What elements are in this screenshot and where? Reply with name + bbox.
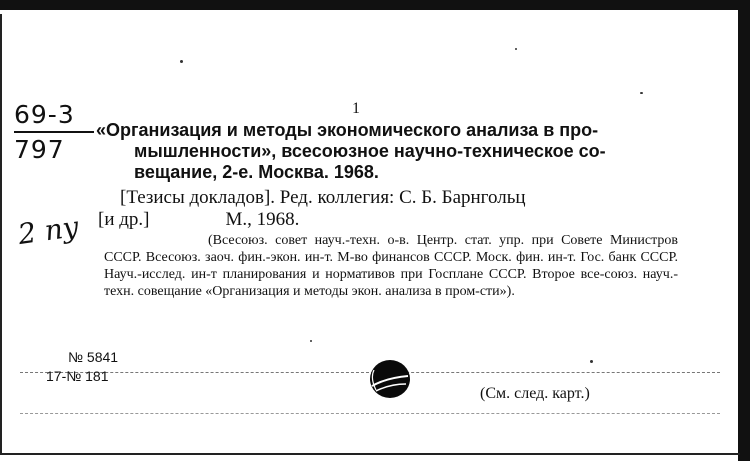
title-line: «Организация и методы экономического анализа в про- xyxy=(96,120,599,140)
title-line: вещание, 2-е. Москва. 1968. xyxy=(134,162,379,182)
scan-speck xyxy=(640,92,643,94)
record-title xyxy=(96,120,686,183)
handwritten-note: 2 пу xyxy=(16,209,81,252)
record-meta-line1: [Тезисы докладов]. Ред. коллегия: С. Б. Барнгольц xyxy=(120,187,526,208)
scan-border-right xyxy=(738,0,750,461)
notes-text: (Всесоюз. совет науч.-техн. о-в. Центр. стат. упр. при Совете Министров СССР. Всесоюз. заоч. фин.-экон. ин-т. М-во финансов СССР. Моск. фин. ин-т. Гос. банк СССР. Науч.-исслед. ин-т планирования и нормативов при Госплане СССР. Второе все-союз. науч.-техн. совещание «Организация и методы экон. анализа в пром-сти»). xyxy=(104,233,678,299)
record-meta-line2: [и др.] М., 1968. xyxy=(98,209,300,230)
card-number: 17-№ 181 xyxy=(46,368,109,384)
scan-speck xyxy=(180,60,183,63)
record-notes xyxy=(104,232,678,300)
page-number: 1 xyxy=(352,100,360,117)
scan-border-bottom xyxy=(0,453,740,455)
scan-speck xyxy=(590,360,593,363)
shelfmark xyxy=(14,102,98,162)
shelfmark-top: 69-3 xyxy=(14,100,75,129)
title-line: мышленности», всесоюзное научно-техническое со- xyxy=(134,141,606,161)
divider-line-lower xyxy=(20,413,720,414)
shelfmark-bottom: 797 xyxy=(14,135,65,164)
inventory-number: № 5841 xyxy=(68,349,119,365)
scan-speck xyxy=(515,48,517,50)
scan-speck xyxy=(310,340,312,342)
continued-note: (См. след. карт.) xyxy=(480,385,590,402)
ink-blot-stamp xyxy=(366,356,414,402)
shelfmark-rule xyxy=(14,131,94,133)
scan-border-left xyxy=(0,14,2,454)
scan-border-top xyxy=(0,0,750,10)
